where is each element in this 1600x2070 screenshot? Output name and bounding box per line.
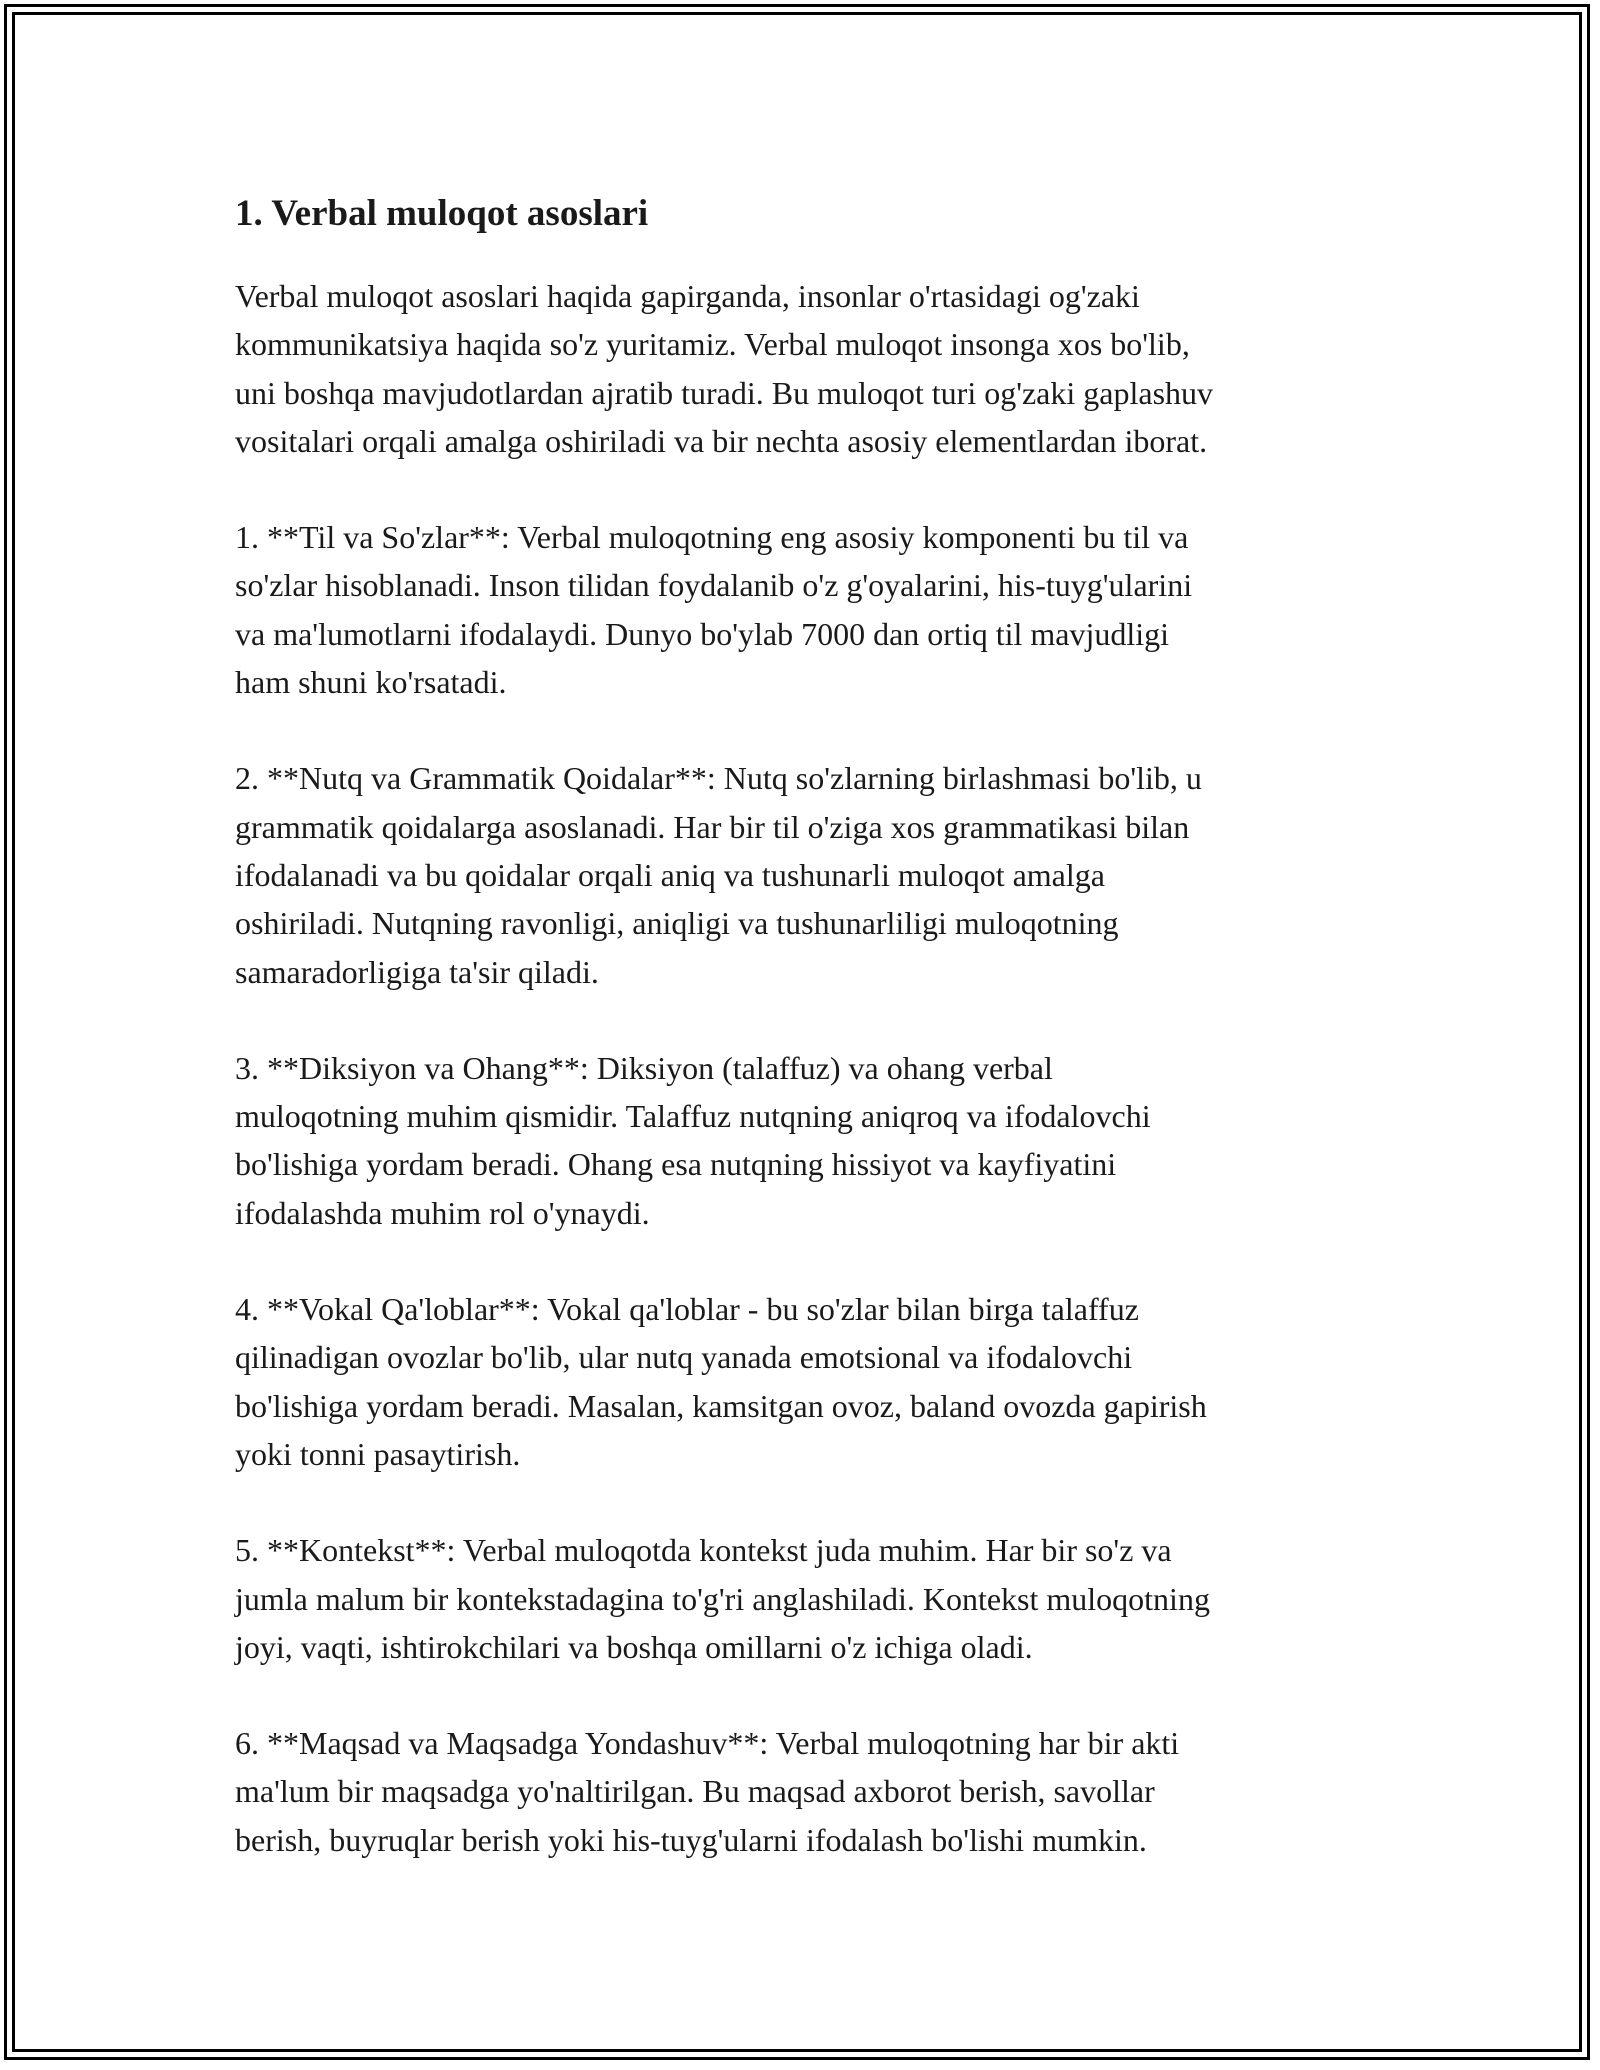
list-item-maqsad: 6. **Maqsad va Maqsadga Yondashuv**: Verbal muloqotning har bir akti ma'lum bir maqsadga yo'naltirilgan. Bu maqsad axborot berish, savollar berish, buyruqlar berish yoki his-tuyg'ularni ifodalash bo'lishi mumkin. <box>235 1725 1180 1858</box>
document-body <box>235 188 1365 1912</box>
list-item-nutq-va-grammatik-qoidalar: 2. **Nutq va Grammatik Qoidalar**: Nutq so'zlarning birlashmasi bo'lib, u grammatik qoidalarga asoslanadi. Har bir til o'ziga xos grammatikasi bilan ifodalanadi va bu qoidalar orqali aniq va tushunarli muloqot amalga oshiriladi. Nutqning ravonligi, aniqligi va tushunarliligi muloqotning samaradorligiga ta'sir qiladi. <box>235 760 1202 990</box>
list-item-kontekst: 5. **Kontekst**: Verbal muloqotda kontekst juda muhim. Har bir so'z va jumla malum bir kontekstadagina to'g'ri anglashiladi. Kontekst muloqotning joyi, vaqti, ishtirokchilari va boshqa omillarni o'z ichiga oladi. <box>235 1532 1210 1665</box>
list-item-til-va-sozlar: 1. **Til va So'zlar**: Verbal muloqotning eng asosiy komponenti bu til va so'zlar hisoblanadi. Inson tilidan foydalanib o'z g'oyalarini, his-tuyg'ularini va ma'lumotlarni ifodalaydi. Dunyo bo'ylab 7000 dan ortiq til mavjudligi ham shuni ko'rsatadi. <box>235 519 1193 701</box>
list-item-diksiyon-va-ohang: 3. **Diksiyon va Ohang**: Diksiyon (talaffuz) va ohang verbal muloqotning muhim qismidir. Talaffuz nutqning aniqroq va ifodalovchi bo'lishiga yordam beradi. Ohang esa nutqning hissiyot va kayfiyatini ifodalashda muhim rol o'ynaydi. <box>235 1049 1151 1231</box>
section-heading: 1. Verbal muloqot asoslari <box>235 193 649 234</box>
list-item-vokal-qaloblar: 4. **Vokal Qa'loblar**: Vokal qa'loblar - bu so'zlar bilan birga talaffuz qilinadigan ovozlar bo'lib, ular nutq yanada emotsional va ifodalovchi bo'lishiga yordam beradi. Masalan, kamsitgan ovoz, baland ovozda gapirish yoki tonni pasaytirish. <box>235 1291 1207 1472</box>
intro-paragraph: Verbal muloqot asoslari haqida gapirganda, insonlar o'rtasidagi og'zaki kommunikatsiya haqida so'z yuritamiz. Verbal muloqot insonga xos bo'lib, uni boshqa mavjudotlardan ajratib turadi. Bu muloqot turi og'zaki gaplashuv vositalari orqali amalga oshiriladi va bir nechta asosiy elementlardan iborat. <box>235 278 1214 459</box>
